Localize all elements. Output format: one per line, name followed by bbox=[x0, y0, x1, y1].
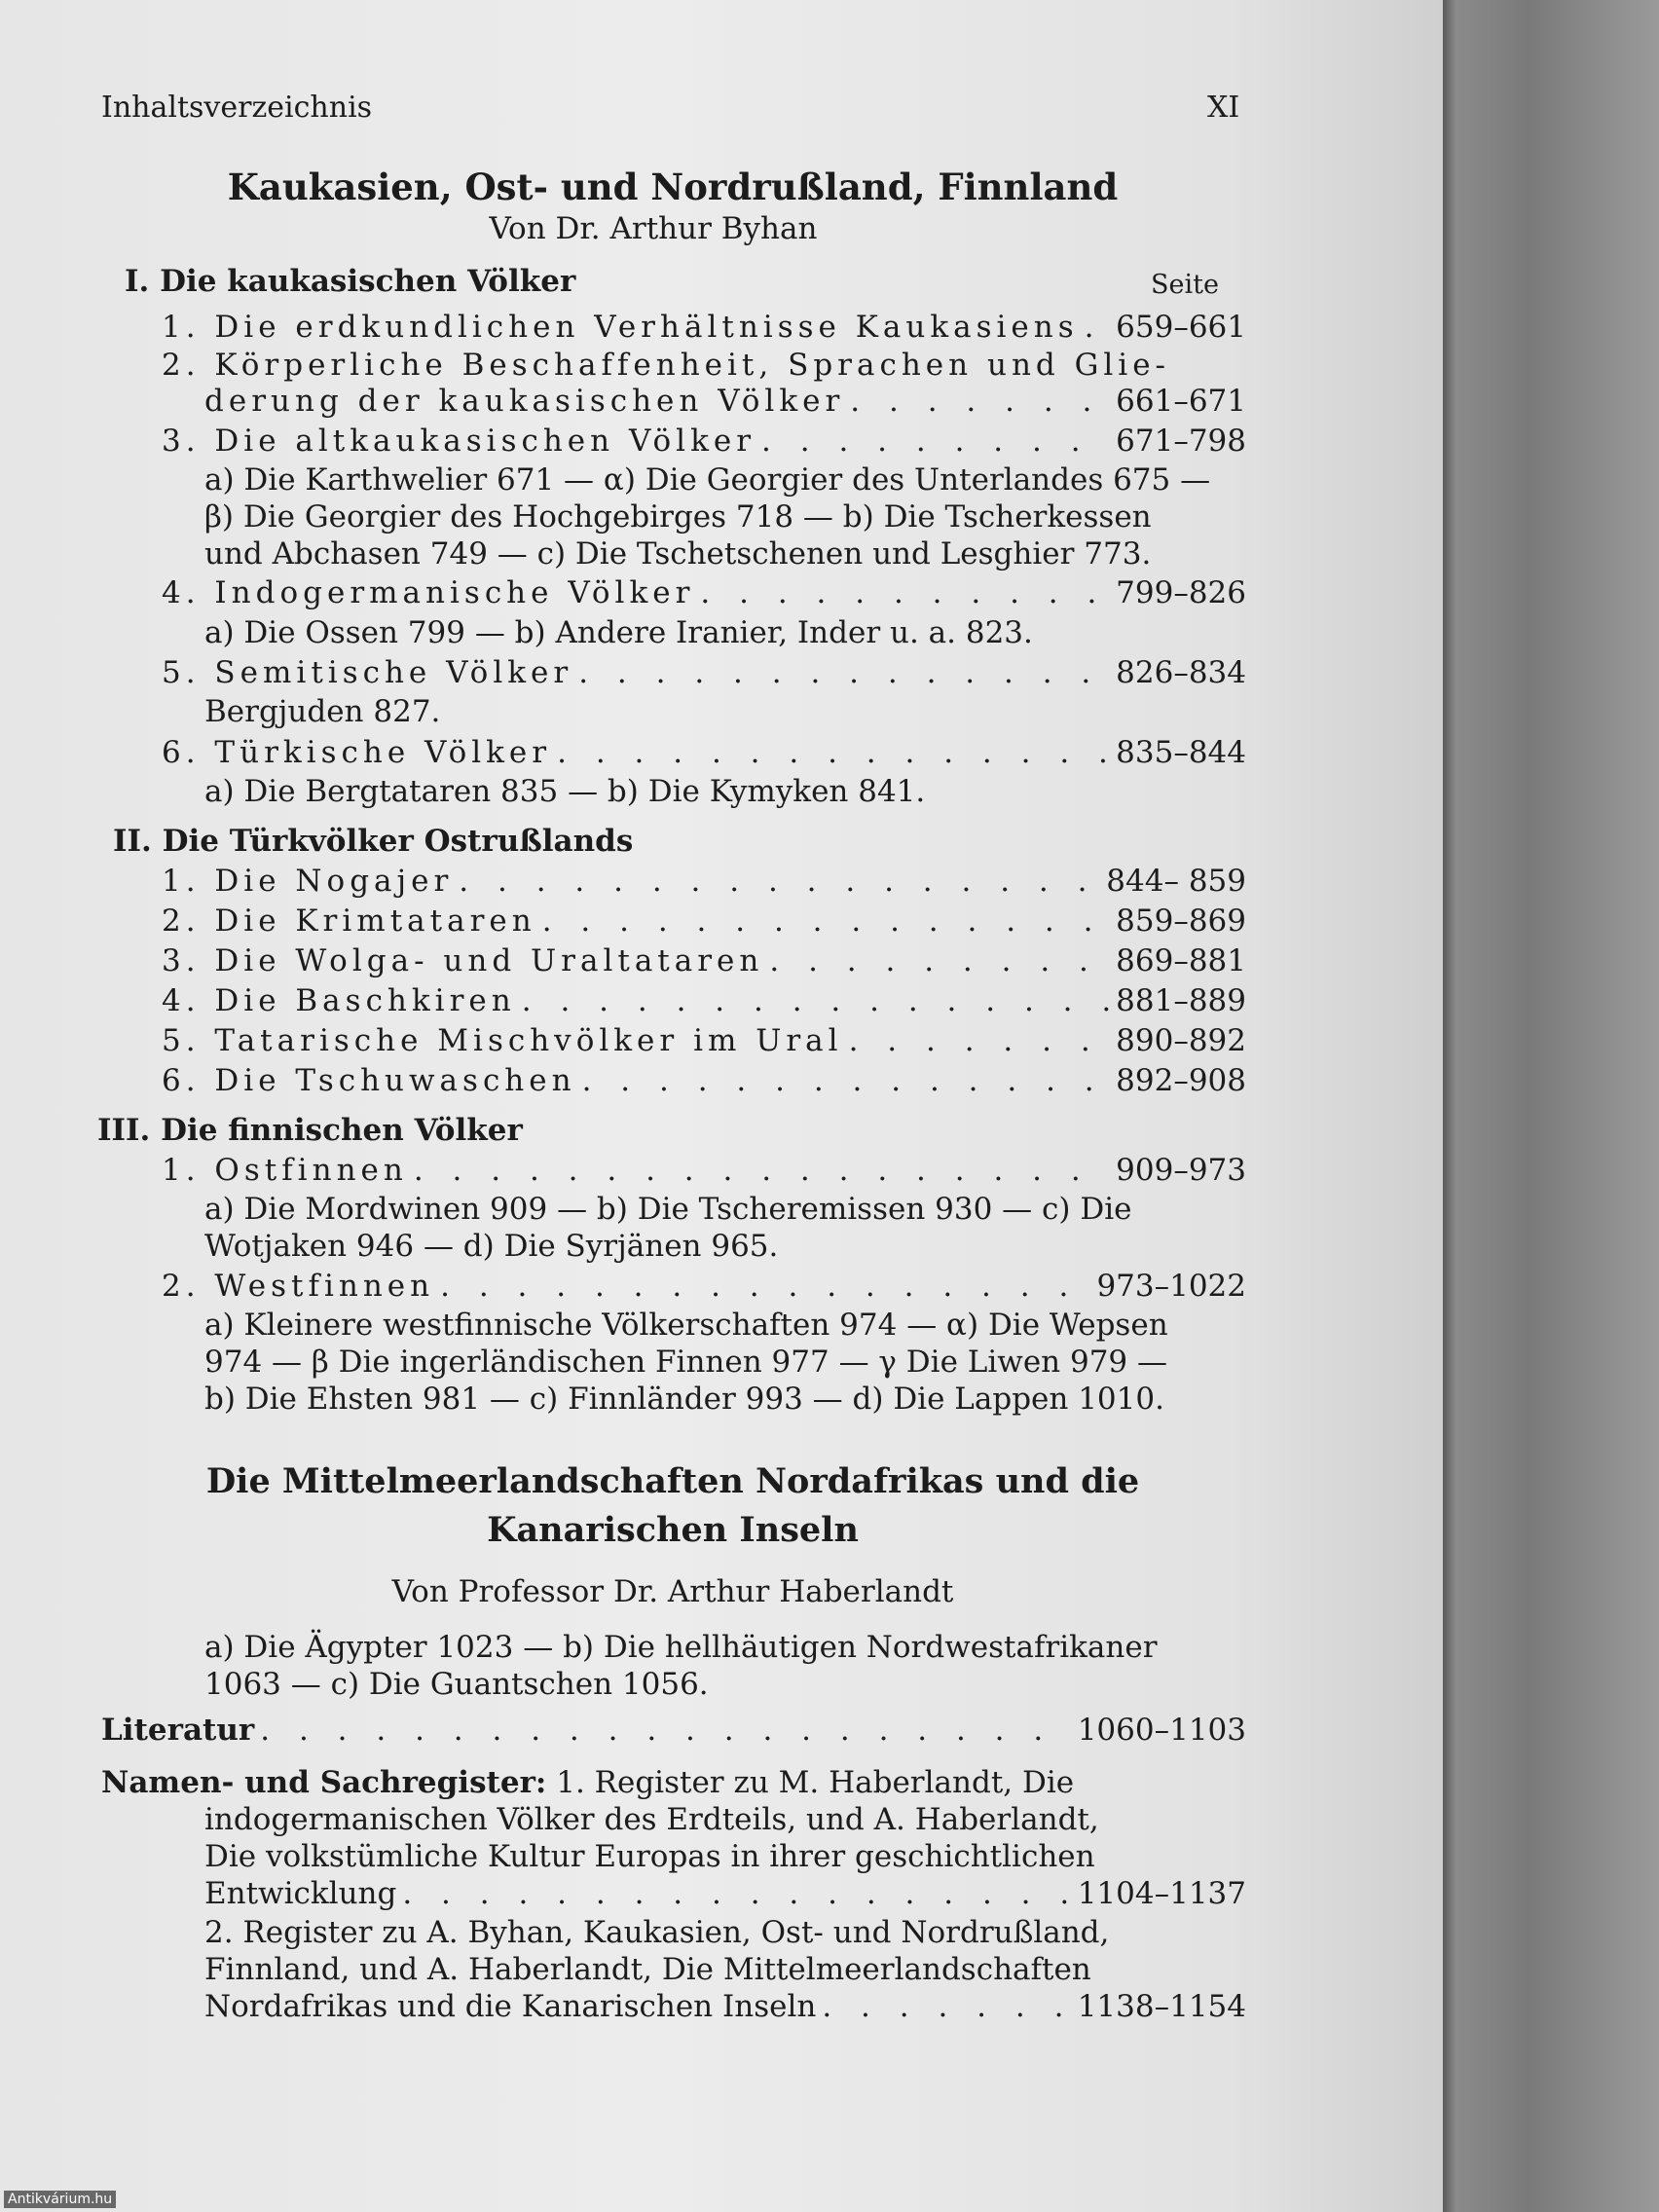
watermark: Antikvárium.hu bbox=[4, 2191, 116, 2208]
toc-subentry: a) Die Ossen 799 — b) Andere Iranier, Inder u. a. 823. bbox=[204, 615, 1033, 650]
toc-entry-label: derung der kaukasischen Völker bbox=[204, 384, 845, 419]
toc-entry-label: 5. Tatarische Mischvölker im Ural bbox=[162, 1023, 843, 1058]
toc-subentry: Wotjaken 946 — d) Die Syrjänen 965. bbox=[204, 1229, 779, 1264]
toc-entry bbox=[162, 309, 1246, 346]
seite-label: Seite bbox=[1151, 270, 1219, 300]
toc-entry-pages: 909–973 bbox=[1116, 1153, 1246, 1188]
section-author: Von Dr. Arthur Byhan bbox=[489, 211, 818, 246]
toc-subentry: 1063 — c) Die Guantschen 1056. bbox=[204, 1667, 709, 1702]
toc-entry-pages: 890–892 bbox=[1116, 1023, 1246, 1058]
toc-entry-label: Nordafrikas und die Kanarischen Inseln bbox=[204, 1989, 817, 2024]
leader-dots bbox=[402, 1875, 1071, 1912]
toc-entry-literatur bbox=[101, 1712, 1246, 1749]
leader-dots bbox=[1085, 309, 1111, 346]
toc-entry-pages: 859–869 bbox=[1116, 903, 1246, 939]
part-heading: II. Die Türkvölker Ostrußlands bbox=[113, 824, 634, 859]
toc-entry-pages: 661–671 bbox=[1116, 384, 1246, 419]
leader-dots bbox=[822, 1988, 1071, 2025]
leader-dots bbox=[700, 574, 1110, 611]
register-first-line bbox=[101, 1764, 1074, 1801]
toc-entry bbox=[204, 1988, 1246, 2025]
toc-entry-pages: 799–826 bbox=[1116, 575, 1246, 610]
toc-entry-label: 3. Die Wolga- und Uraltataren bbox=[162, 943, 764, 978]
toc-entry bbox=[162, 1152, 1246, 1189]
toc-entry-label: 1. Ostfinnen bbox=[162, 1153, 408, 1188]
toc-entry bbox=[162, 734, 1246, 771]
toc-entry-label: 3. Die altkaukasischen Völker bbox=[162, 424, 756, 459]
toc-entry-label: 2. Körperliche Beschaffenheit, Sprachen und Glie- bbox=[162, 348, 1171, 383]
leader-dots bbox=[459, 863, 1100, 900]
leader-dots bbox=[849, 1022, 1111, 1059]
leader-dots bbox=[440, 1268, 1090, 1305]
part-heading: III. Die finnischen Völker bbox=[97, 1113, 523, 1148]
toc-subentry: 974 — β Die ingerländischen Finnen 977 — γ Die Liwen 979 — bbox=[204, 1345, 1168, 1380]
toc-entry-label: Entwicklung bbox=[204, 1876, 397, 1911]
toc-subentry: und Abchasen 749 — c) Die Tschetschenen und Lesghier 773. bbox=[204, 536, 1152, 571]
toc-entry-pages: 671–798 bbox=[1116, 424, 1246, 459]
toc-entry bbox=[162, 1268, 1246, 1305]
toc-entry-pages: 869–881 bbox=[1116, 943, 1246, 978]
register-line: Die volkstümliche Kultur Europas in ihrer geschichtlichen bbox=[204, 1839, 1095, 1874]
toc-entry bbox=[162, 423, 1246, 460]
running-head-title: Inhaltsverzeichnis bbox=[101, 91, 373, 125]
toc-entry-label: 5. Semitische Völker bbox=[162, 655, 573, 690]
register-line: 2. Register zu A. Byhan, Kaukasien, Ost- und Nordrußland, bbox=[204, 1915, 1110, 1950]
section-title: Die Mittelmeerlandschaften Nordafrikas und die bbox=[205, 1461, 1140, 1501]
running-head-page-number: XI bbox=[1207, 91, 1240, 125]
toc-entry-pages: 892–908 bbox=[1116, 1063, 1246, 1098]
toc-entry-label: 4. Die Baschkiren bbox=[162, 983, 516, 1018]
part-heading: I. Die kaukasischen Völker bbox=[125, 264, 576, 299]
leader-dots bbox=[414, 1152, 1110, 1189]
leader-dots bbox=[769, 942, 1110, 979]
section-title: Kaukasien, Ost- und Nordrußland, Finnland bbox=[227, 166, 1119, 208]
register-line: Finnland, und A. Haberlandt, Die Mittelmeerlandschaften bbox=[204, 1952, 1091, 1987]
toc-entry bbox=[162, 1062, 1246, 1099]
leader-dots bbox=[850, 383, 1110, 420]
leader-dots bbox=[542, 903, 1110, 940]
register-label: Namen- und Sachregister: bbox=[101, 1765, 547, 1800]
register-line: 1. Register zu M. Haberlandt, Die bbox=[556, 1765, 1075, 1800]
toc-subentry: Bergjuden 827. bbox=[204, 694, 441, 729]
toc-subentry: a) Die Bergtataren 835 — b) Die Kymyken 841. bbox=[204, 774, 926, 809]
section-author: Von Professor Dr. Arthur Haberlandt bbox=[391, 1574, 954, 1609]
toc-entry-label: 4. Indogermanische Völker bbox=[162, 575, 695, 610]
toc-entry-label: 1. Die erdkundlichen Verhältnisse Kaukasiens bbox=[162, 310, 1079, 345]
toc-entry-pages: 1138–1154 bbox=[1077, 1989, 1246, 2024]
toc-entry-pages: 826–834 bbox=[1116, 655, 1246, 690]
toc-entry-pages: 881–889 bbox=[1116, 983, 1246, 1018]
toc-entry-label: 1. Die Nogajer bbox=[162, 864, 454, 899]
toc-entry-pages: 844– 859 bbox=[1106, 864, 1246, 899]
toc-entry-pages: 835–844 bbox=[1116, 735, 1246, 770]
toc-entry-label: 6. Die Tschuwaschen bbox=[162, 1063, 576, 1098]
toc-entry bbox=[162, 903, 1246, 940]
toc-entry-pages: 973–1022 bbox=[1096, 1269, 1246, 1304]
toc-entry bbox=[204, 1875, 1246, 1912]
page-edge-shadow bbox=[1443, 0, 1659, 2212]
toc-entry-pages: 1060–1103 bbox=[1077, 1713, 1246, 1748]
toc-subentry: a) Kleinere westfinnische Völkerschaften 974 — α) Die Wepsen bbox=[204, 1308, 1168, 1343]
toc-entry bbox=[162, 863, 1246, 900]
toc-entry-label: Literatur bbox=[101, 1713, 255, 1748]
leader-dots bbox=[260, 1712, 1071, 1749]
toc-entry-pages: 659–661 bbox=[1116, 310, 1246, 345]
toc-entry-pages: 1104–1137 bbox=[1077, 1876, 1246, 1911]
toc-entry bbox=[162, 654, 1246, 691]
toc-entry-label: 2. Westfinnen bbox=[162, 1269, 435, 1304]
leader-dots bbox=[522, 982, 1110, 1019]
toc-subentry: β) Die Georgier des Hochgebirges 718 — b) Die Tscherkessen bbox=[204, 499, 1152, 535]
toc-entry bbox=[162, 1022, 1246, 1059]
toc-entry bbox=[162, 574, 1246, 611]
leader-dots bbox=[761, 423, 1110, 460]
toc-entry bbox=[204, 383, 1246, 420]
toc-entry bbox=[162, 942, 1246, 979]
toc-subentry: b) Die Ehsten 981 — c) Finnländer 993 — d) Die Lappen 1010. bbox=[204, 1382, 1164, 1417]
toc-subentry: a) Die Karthwelier 671 — α) Die Georgier des Unterlandes 675 — bbox=[204, 462, 1211, 498]
toc-subentry: a) Die Mordwinen 909 — b) Die Tscheremissen 930 — c) Die bbox=[204, 1192, 1132, 1227]
leader-dots bbox=[582, 1062, 1111, 1099]
toc-entry bbox=[162, 982, 1246, 1019]
toc-entry-label: 2. Die Krimtataren bbox=[162, 903, 536, 939]
toc-subentry: a) Die Ägypter 1023 — b) Die hellhäutigen Nordwestafrikaner bbox=[204, 1630, 1158, 1665]
leader-dots bbox=[557, 734, 1110, 771]
register-line: indogermanischen Völker des Erdteils, und A. Haberlandt, bbox=[204, 1802, 1099, 1837]
leader-dots bbox=[578, 654, 1110, 691]
toc-entry-label: 6. Türkische Völker bbox=[162, 735, 552, 770]
section-title-continued: Kanarischen Inseln bbox=[487, 1510, 859, 1550]
